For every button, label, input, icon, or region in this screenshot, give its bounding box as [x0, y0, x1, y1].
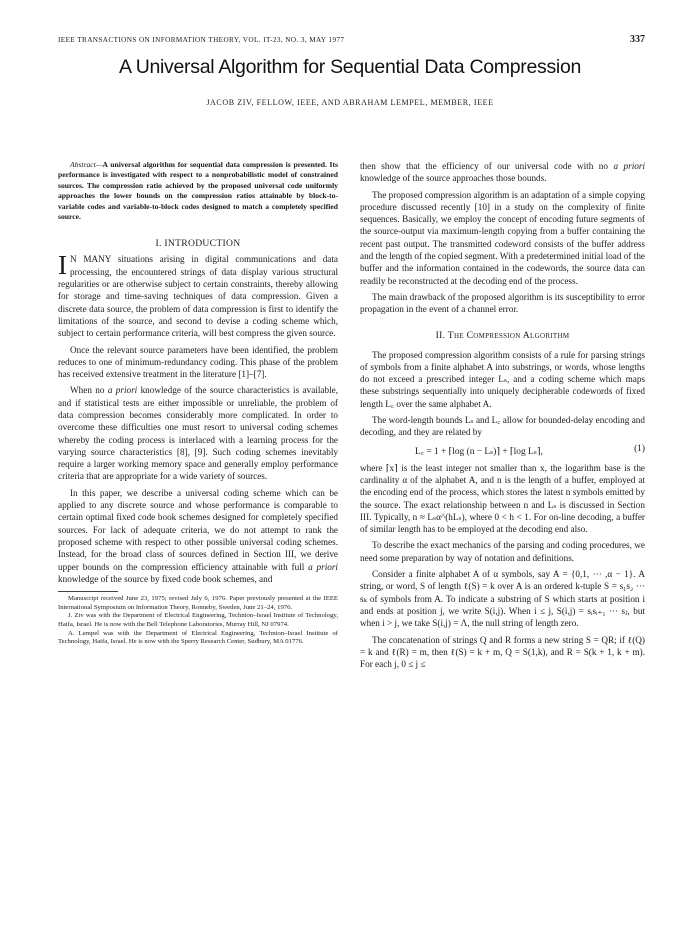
left-column [58, 160, 338, 647]
intro-paragraph-5: then show that the efficiency of our universal code with no a priori knowledge of the source approaches those bounds. [360, 161, 645, 184]
intro-paragraph-2: Once the relevant source parameters have been identified, the problem reduces to one of minimum-redundancy coding. This phase of the problem has received extensive treatment in the literature [1]–[7]. [58, 344, 338, 380]
footnote-manuscript: Manuscript received June 23, 1975; revised July 6, 1976. Paper previously presented at the IEEE International Symposium on Information Theory, Ronneby, Sweden, June 21–24, 1976. [58, 595, 338, 611]
page-number: 337 [630, 34, 645, 45]
abstract [58, 160, 338, 222]
footnote-ziv: J. Ziv was with the Department of Electrical Engineering, Technion–Israel Institute of Technology, Haifa, Israel. He is now with the Bell Telephone Laboratories, Murray Hill, NJ 07974. [58, 612, 338, 628]
algo-paragraph-4: To describe the exact mechanics of the parsing and coding procedures, we need some preparation by way of notation and definitions. [360, 540, 645, 563]
author-line: JACOB ZIV, FELLOW, IEEE, AND ABRAHAM LEMPEL, MEMBER, IEEE [206, 98, 494, 107]
algo-paragraph-2: The word-length bounds Lₛ and L꜀ allow for bounded-delay encoding and decoding, and they are related by [360, 415, 645, 438]
running-header [58, 36, 645, 44]
equation-body: L꜀ = 1 + ⌈log (n − Lₛ)⌉ + ⌈log Lₛ⌉, [415, 446, 543, 457]
intro-paragraph-7: The main drawback of the proposed algorithm is its susceptibility to error propagation in the event of a channel error. [360, 291, 645, 315]
drop-cap: I [58, 250, 67, 281]
right-column [360, 160, 645, 670]
algo-paragraph-3: where ⌈x⌉ is the least integer not smaller than x, the logarithm base is the cardinality α of the alphabet A, and n is the length of a buffer, employed at the encoding end of the process, which stores the latest n symbols emitted by the source. The exact relationship between n and Lₛ is discussed in Section III. Typically, n ≈ Lₛα^(hLₛ), where 0 < h < 1. For on-line decoding, a buffer of similar length has to be employed at the decoding end also. [360, 462, 645, 535]
algo-paragraph-1: The proposed compression algorithm consists of a rule for parsing strings of symbols from a finite alphabet A into substrings, or words, whose lengths do not exceed a prescribed integer Lₛ, and a coding scheme which maps these substrings sequentially into uniquely decipherable codewords of fixed length L꜀ over the same alphabet A. [360, 349, 645, 409]
algo-paragraph-6: The concatenation of strings Q and R forms a new string S = QR; if ℓ(Q) = k and ℓ(R) = m, then ℓ(S) = k + m, Q = S(1,k), and R = S(k + 1, k + m). For each j, 0 ≤ j ≤ [360, 634, 645, 670]
footnote-lempel: A. Lempel was with the Department of Electrical Engineering, Technion–Israel Institute of Technology, Haifa, Israel. He is now with the Sperry Research Center, Sudbury, MA 01776. [58, 629, 338, 646]
section-heading-compression-algorithm: II. The Compression Algorithm [435, 329, 570, 341]
journal-citation: IEEE TRANSACTIONS ON INFORMATION THEORY, VOL. IT-23, NO. 3, MAY 1977 [58, 36, 345, 44]
equation-number: (1) [634, 443, 645, 454]
intro-paragraph-4: In this paper, we describe a universal coding scheme which can be applied to any discrete source and whose performance is comparable to certain optimal fixed code book schemes designed for completely specified sources. For lack of adequate criteria, we do not attempt to rank the proposed scheme with respect to other possible universal coding schemes. Instead, for the broad class of sources defined in Section III, we derive upper bounds on the compression efficiency attainable with full a priori knowledge of the source by fixed code book schemes, and [58, 487, 338, 584]
footnote-divider [58, 591, 118, 592]
algo-paragraph-5: Consider a finite alphabet A of α symbols, say A = {0,1, ··· ,α − 1}. A string, or word, S of length ℓ(S) = k over A is an ordered k-tuple S = s₁s₂ ··· sₖ of symbols from A. To indicate a substring of S which starts at position i and ends at position j, we write S(i,j). When i ≤ j, S(i,j) = sᵢsᵢ₊₁ ··· sⱼ, but when i > j, we take S(i,j) = Λ, the null string of length zero. [360, 569, 645, 629]
abstract-label: Abstract— [70, 160, 103, 169]
equation-1 [360, 444, 645, 457]
abstract-text: A universal algorithm for sequential data compression is presented. Its performance is investigated with respect to a nonprobabilistic model of constrained sources. The compression ratio achieved by the proposed universal code uniformly approaches the lower bounds on the compression ratios attainable by block-to-variable codes and variable-to-block codes designed to match a completely specified source. [58, 160, 338, 222]
paper-title: A Universal Algorithm for Sequential Data Compression [118, 56, 582, 78]
intro-paragraph-1: I N MANY situations arising in digital communications and data processing, the encountered strings of data display various structural regularities or are otherwise subject to certain constraints, thereby allowing for storage and time-saving techniques of data compression. Given a discrete data source, the problem of data compression is first to identify the limitations of the source, and second to devise a coding scheme which, subject to certain performance criteria, will best compress the given source. [58, 250, 338, 339]
intro-paragraph-6: The proposed compression algorithm is an adaptation of a simple copying procedure discussed recently [10] in a study on the complexity of finite sequences. Basically, we employ the concept of encoding future segments of the source-output via maximum-length copying from a buffer containing the recent past output. The transmitted codeword consists of the buffer address and the length of the copied segment. With a predetermined initial load of the buffer and the information contained in the codewords, the source data can readily be reconstructed at the decoding end of the process. [360, 189, 645, 286]
section-heading-introduction: I. INTRODUCTION [155, 238, 241, 250]
intro-paragraph-3: When no a priori knowledge of the source characteristics is available, and if statistical tests are either impossible or unreliable, the problem of data compression becomes considerably more complicated. In order to overcome these difficulties one must resort to universal coding schemes whereby the coding process is interlaced with a learning process for the varying source characteristics [8], [9]. Such coding schemes inevitably require a larger working memory space and generally employ performance criteria that are appropriate for a wide variety of sources. [58, 385, 338, 482]
